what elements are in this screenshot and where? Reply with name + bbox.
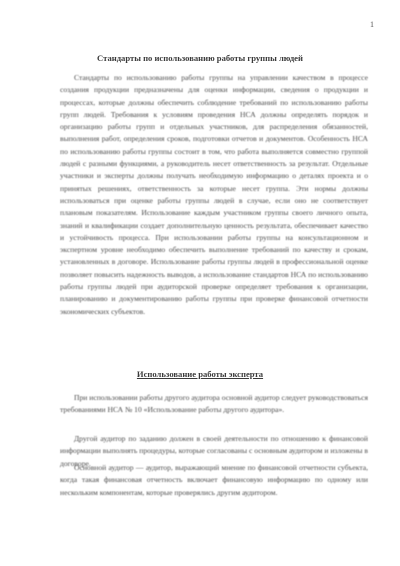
paragraph-group-work: Стандарты по использованию работы группы на управлении качеством в процессе создания продукции предназначены для оценки информации, сведения о продукции и процессах, которые должны обеспечить соблюдение требований по использованию работы групп людей. Требования к условиям проведения НСА должны определять порядок и организацию работы групп и отдельных участников, для распределения обязанностей, выполнения работ, определения сроков, подготовки отчетов и документов. Особенность НСА по использованию работы группы состоит в том, что работа выполняется совместно группой людей с разными функциями, а руководитель несет ответственность за результат. Отдельные участники и эксперты должны получать необходимую информацию о деталях проекта и о принятых решениях, ответственность за которые несет группа. Эти нормы должны использоваться при оценке работы группы людей в случае, если оно не соответствует плановым показателям. Использование каждым участником группы своего личного опыта, знаний и квалификации создает дополнительную ценность результата, обеспечивает качество и устойчивость процесса. При использовании работы группы на консультационном и экспертном уровне необходимо обеспечить выполнение требований по качеству и срокам, установленных в договоре. Использование работы группы людей в профессиональной оценке позволяет повысить надежность выводов, а использование стандартов НСА по использованию работы группы людей при аудиторской проверке определяет требования к организации, планированию и документированию работы группы при проверке финансовой отчетности экономических субъектов. [60, 73, 368, 316]
paragraph-other-auditor: При использовании работы другого аудитора основной аудитор следует руководствоваться требованиями НСА № 10 «Использование работы другого аудитора». [60, 393, 368, 415]
page-number: 1 [370, 20, 374, 29]
paragraph-principal-auditor: Основной аудитор — аудитор, выражающий мнение по финансовой отчетности субъекта, когда такая финансовая отчетность включает финансовую информацию по одному или нескольким компонентам, которые проверялись другим аудитором. [60, 463, 368, 497]
section-title-group-work: Стандарты по использованию работы группы людей [97, 53, 303, 63]
section-title-expert-work: Использование работы эксперта [136, 369, 264, 379]
paragraph-other-auditor-duties: Другой аудитор по заданию должен в своей деятельности по отношению к финансовой информации выполнять процедуры, которые согласованы с основным аудитором и изложены в договоре. [60, 434, 368, 468]
